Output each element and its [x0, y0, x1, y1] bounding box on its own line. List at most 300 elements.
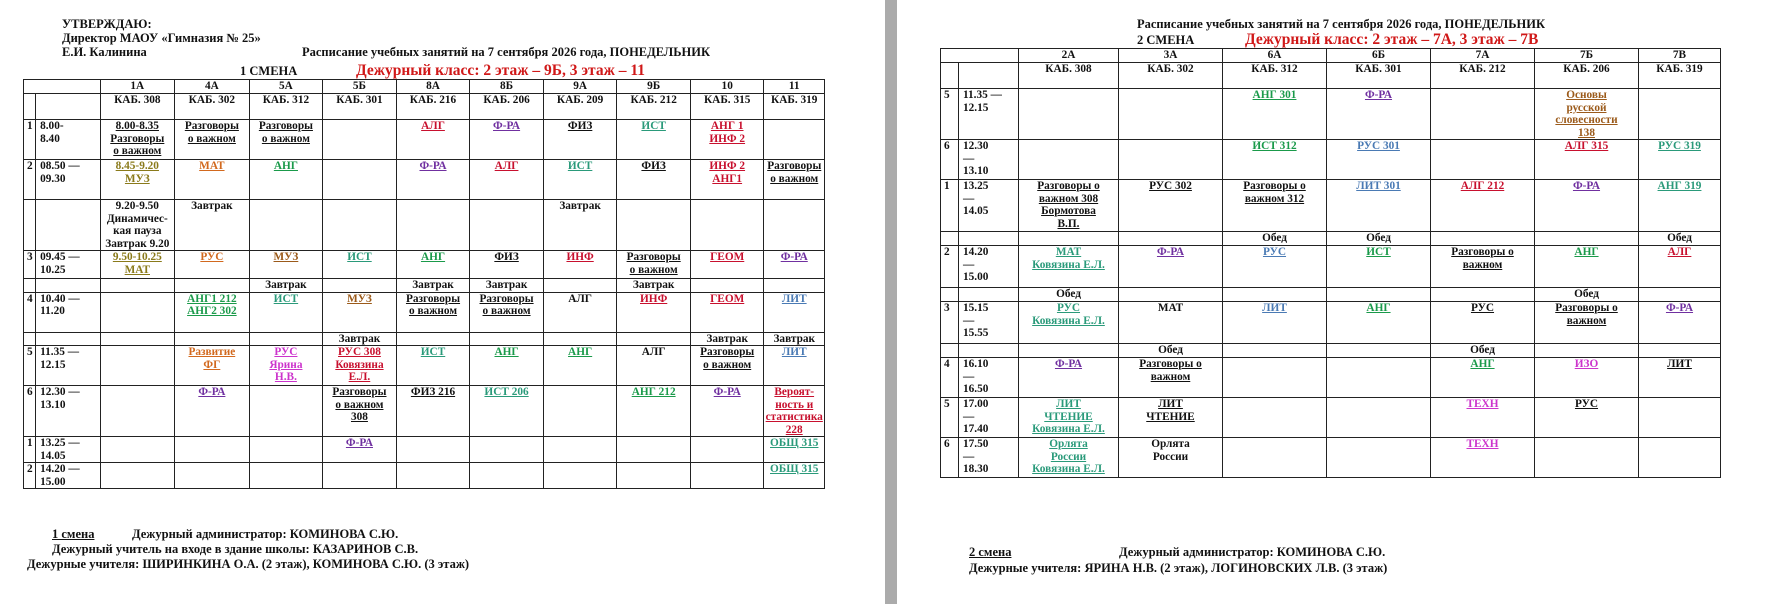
lesson-cell: Ф-РА [323, 437, 397, 463]
lesson-cell: Ф-РА [175, 386, 250, 437]
lesson-cell: Ф-РА [396, 160, 470, 200]
room-header: КАБ. 301 [323, 94, 397, 120]
lesson-cell: АЛГ [617, 346, 691, 386]
table-row [24, 292, 825, 332]
lesson-cell: ИСТ [617, 120, 691, 160]
class-header: 3А [1119, 49, 1223, 63]
lesson-cell [1223, 344, 1327, 358]
lesson-cell: Разговоры о важном [690, 346, 764, 386]
lesson-cell: ФИЗ 216 [396, 386, 470, 437]
lesson-number: 6 [941, 140, 959, 180]
lesson-cell: АНГ [543, 346, 617, 386]
lesson-cell: ИСТ [396, 346, 470, 386]
corner-cell [941, 49, 1019, 63]
room-header-row [24, 94, 825, 120]
approve-line-3: Е.И. Калинина [62, 45, 147, 59]
lesson-time [959, 232, 1019, 246]
lesson-cell [1639, 288, 1721, 302]
lesson-cell [1535, 232, 1639, 246]
room-header: КАБ. 212 [1431, 63, 1535, 89]
lesson-number [941, 288, 959, 302]
lesson-cell: АНГ [470, 346, 544, 386]
table-row [941, 438, 1721, 478]
lesson-cell [100, 386, 175, 437]
lesson-cell [100, 463, 175, 489]
room-header-row [941, 63, 1721, 89]
lesson-time [36, 332, 100, 346]
lesson-cell [100, 346, 175, 386]
lesson-cell: АЛГ 212 [1431, 180, 1535, 232]
duty-class-2: Дежурный класс: 2 этаж – 7А, 3 этаж – 7В [1245, 31, 1539, 48]
lesson-number: 3 [24, 251, 36, 279]
table-row [941, 140, 1721, 180]
schedule-title: Расписание учебных занятий на 7 сентября 2026 года, ПОНЕДЕЛЬНИК [302, 45, 711, 59]
lesson-cell: Орлята России [1119, 438, 1223, 478]
lesson-cell [175, 332, 250, 346]
lesson-cell: Разговоры о важном [1119, 358, 1223, 398]
lesson-cell: Обед [1639, 232, 1721, 246]
lesson-cell: РУС Ярина Н.В. [249, 346, 323, 386]
lesson-cell: ТЕХН [1431, 438, 1535, 478]
lesson-number: 5 [24, 346, 36, 386]
lesson-cell [543, 386, 617, 437]
lesson-cell: РУС [1535, 398, 1639, 438]
lesson-cell: Завтрак [175, 200, 250, 251]
table-row [941, 232, 1721, 246]
table-row [941, 358, 1721, 398]
lesson-cell: Обед [1535, 288, 1639, 302]
lesson-cell: Завтрак [617, 279, 691, 293]
room-header: КАБ. 216 [396, 94, 470, 120]
lesson-time [959, 344, 1019, 358]
lesson-cell: АНГ 212 [617, 386, 691, 437]
room-header: КАБ. 301 [1327, 63, 1431, 89]
lesson-cell: РУС Ковязина Е.Л. [1019, 302, 1119, 344]
lesson-cell: 8.00-8.35 Разговоры о важном [100, 120, 175, 160]
lesson-cell [1431, 89, 1535, 140]
class-header: 10 [690, 80, 764, 94]
lesson-cell: АЛГ [543, 292, 617, 332]
lesson-cell [1019, 89, 1119, 140]
class-header: 11 [764, 80, 825, 94]
table-row [24, 200, 825, 251]
lesson-time: 12.30 — 13.10 [36, 386, 100, 437]
table-row [24, 346, 825, 386]
lesson-cell: Развитие ФГ [175, 346, 250, 386]
blank-cell [941, 63, 959, 89]
lesson-cell: ЛИТ [764, 346, 825, 386]
class-header: 7А [1431, 49, 1535, 63]
lesson-cell: ТЕХН [1431, 398, 1535, 438]
lesson-number: 1 [24, 120, 36, 160]
lesson-cell: Ф-РА [470, 120, 544, 160]
class-header: 4А [175, 80, 250, 94]
lesson-cell: АЛГ [1639, 246, 1721, 288]
lesson-cell [1223, 438, 1327, 478]
lesson-cell [1327, 398, 1431, 438]
class-header: 6А [1223, 49, 1327, 63]
lesson-cell [249, 437, 323, 463]
lesson-cell: РУС 308 Ковязина Е.Л. [323, 346, 397, 386]
lesson-cell [1019, 344, 1119, 358]
lesson-number: 6 [941, 438, 959, 478]
lesson-cell: Разговоры о важном 308 [323, 386, 397, 437]
lesson-cell [617, 437, 691, 463]
lesson-cell: АЛГ [396, 120, 470, 160]
lesson-cell [100, 279, 175, 293]
lesson-cell: ЛИТ ЧТЕНИЕ Ковязина Е.Л. [1019, 398, 1119, 438]
lesson-cell: РУС 302 [1119, 180, 1223, 232]
lesson-cell [1639, 344, 1721, 358]
lesson-cell: АНГ 301 [1223, 89, 1327, 140]
lesson-cell: ИЗО [1535, 358, 1639, 398]
lesson-cell: МУЗ [249, 251, 323, 279]
room-header: КАБ. 209 [543, 94, 617, 120]
lesson-cell [617, 463, 691, 489]
lesson-cell [470, 437, 544, 463]
table-row [941, 288, 1721, 302]
lesson-cell [1639, 398, 1721, 438]
lesson-cell: Орлята России Ковязина Е.Л. [1019, 438, 1119, 478]
lesson-cell [617, 332, 691, 346]
blank-cell [24, 94, 36, 120]
lesson-cell [764, 120, 825, 160]
footer-duty-teachers-2: Дежурные учителя: ЯРИНА Н.В. (2 этаж), ЛОГИНОВСКИХ Л.В. (3 этаж) [969, 561, 1388, 575]
lesson-time: 12.30 — 13.10 [959, 140, 1019, 180]
lesson-cell [1019, 232, 1119, 246]
lesson-cell [396, 200, 470, 251]
lesson-number [24, 279, 36, 293]
lesson-time: 10.40 — 11.20 [36, 292, 100, 332]
schedule-table-shift-2 [940, 48, 1721, 478]
lesson-cell: ЛИТ ЧТЕНИЕ [1119, 398, 1223, 438]
lesson-cell: 9.50-10.25 МАТ [100, 251, 175, 279]
lesson-time [36, 279, 100, 293]
lesson-cell: АНГ [1535, 246, 1639, 288]
table-row [941, 246, 1721, 288]
lesson-number [941, 344, 959, 358]
table-row [941, 398, 1721, 438]
blank-cell [959, 63, 1019, 89]
lesson-number: 2 [941, 246, 959, 288]
lesson-cell: Разговоры о важном [175, 120, 250, 160]
lesson-cell: Обед [1119, 344, 1223, 358]
lesson-cell: Ф-РА [1639, 302, 1721, 344]
lesson-cell: ОБЩ 315 [764, 437, 825, 463]
footer-shift-label-2: 2 смена [969, 545, 1012, 559]
lesson-cell: Ф-РА [1327, 89, 1431, 140]
table-row [24, 120, 825, 160]
lesson-cell: ИСТ 312 [1223, 140, 1327, 180]
lesson-cell: Разговоры о важном [470, 292, 544, 332]
lesson-number: 2 [24, 160, 36, 200]
lesson-number: 5 [941, 398, 959, 438]
lesson-number: 3 [941, 302, 959, 344]
table-row [24, 279, 825, 293]
lesson-cell [323, 120, 397, 160]
schedule-title-2: Расписание учебных занятий на 7 сентября 2026 года, ПОНЕДЕЛЬНИК [1137, 17, 1546, 31]
table-row [24, 386, 825, 437]
lesson-number: 2 [24, 463, 36, 489]
footer-admin: Дежурный администратор: КОМИНОВА С.Ю. [132, 527, 399, 541]
lesson-time: 17.00 — 17.40 [959, 398, 1019, 438]
lesson-cell: ЛИТ [764, 292, 825, 332]
lesson-cell: Разговоры о важном [617, 251, 691, 279]
lesson-time: 15.15 — 15.55 [959, 302, 1019, 344]
table-row [24, 251, 825, 279]
lesson-number [941, 232, 959, 246]
lesson-number: 1 [941, 180, 959, 232]
lesson-cell: АНГ [396, 251, 470, 279]
lesson-time: 11.35 — 12.15 [959, 89, 1019, 140]
lesson-cell: ФИЗ [617, 160, 691, 200]
room-header: КАБ. 206 [1535, 63, 1639, 89]
lesson-cell: Ф-РА [1019, 358, 1119, 398]
room-header: КАБ. 206 [470, 94, 544, 120]
lesson-cell: РУС 301 [1327, 140, 1431, 180]
lesson-cell: МАТ [175, 160, 250, 200]
lesson-cell: ГЕОМ [690, 251, 764, 279]
lesson-cell [764, 279, 825, 293]
class-header-row [941, 49, 1721, 63]
lesson-cell [396, 463, 470, 489]
lesson-cell [1327, 344, 1431, 358]
lesson-cell [175, 463, 250, 489]
lesson-time: 14.20 — 15.00 [36, 463, 100, 489]
class-header: 6Б [1327, 49, 1431, 63]
lesson-cell: ГЕОМ [690, 292, 764, 332]
lesson-cell [1119, 89, 1223, 140]
class-header: 7Б [1535, 49, 1639, 63]
lesson-time: 08.50 — 09.30 [36, 160, 100, 200]
lesson-number: 6 [24, 386, 36, 437]
lesson-cell: МАТ [1119, 302, 1223, 344]
lesson-cell: Завтрак [323, 332, 397, 346]
lesson-cell: ЛИТ [1639, 358, 1721, 398]
lesson-cell: ИСТ [249, 292, 323, 332]
lesson-cell [1431, 288, 1535, 302]
lesson-cell [175, 437, 250, 463]
lesson-cell [543, 437, 617, 463]
lesson-time: 11.35 — 12.15 [36, 346, 100, 386]
lesson-cell: АЛГ [470, 160, 544, 200]
lesson-cell [470, 200, 544, 251]
lesson-cell: Основы русской словесности 138 [1535, 89, 1639, 140]
lesson-cell [396, 437, 470, 463]
lesson-cell [1535, 438, 1639, 478]
class-header: 8А [396, 80, 470, 94]
lesson-time: 13.25 — 14.05 [36, 437, 100, 463]
lesson-cell: РУС [1223, 246, 1327, 288]
class-header: 1А [100, 80, 175, 94]
lesson-cell: Завтрак [690, 332, 764, 346]
lesson-cell [1535, 344, 1639, 358]
lesson-cell [1223, 288, 1327, 302]
lesson-cell [690, 437, 764, 463]
lesson-cell [1119, 140, 1223, 180]
lesson-cell [249, 200, 323, 251]
lesson-cell: ФИЗ [470, 251, 544, 279]
class-header: 9А [543, 80, 617, 94]
lesson-cell [100, 437, 175, 463]
shift-label-2: 2 СМЕНА [1137, 33, 1195, 47]
lesson-cell: Разговоры о важном [249, 120, 323, 160]
lesson-cell: Обед [1019, 288, 1119, 302]
class-header: 7В [1639, 49, 1721, 63]
lesson-cell: Разговоры о важном [1535, 302, 1639, 344]
lesson-cell [764, 200, 825, 251]
lesson-cell: Обед [1223, 232, 1327, 246]
lesson-cell: Вероят- ность и статистика 228 [765, 386, 823, 436]
lesson-cell: АЛГ 315 [1535, 140, 1639, 180]
footer-duty-teachers: Дежурные учителя: ШИРИНКИНА О.А. (2 этаж), КОМИНОВА С.Ю. (3 этаж) [27, 557, 470, 571]
lesson-cell: Ф-РА [1119, 246, 1223, 288]
class-header: 9Б [617, 80, 691, 94]
class-header: 2А [1019, 49, 1119, 63]
lesson-cell: Ф-РА [690, 386, 764, 437]
class-header: 8Б [470, 80, 544, 94]
lesson-time [959, 288, 1019, 302]
footer-admin-2: Дежурный администратор: КОМИНОВА С.Ю. [1119, 545, 1386, 559]
approve-line-2: Директор МАОУ «Гимназия № 25» [62, 31, 261, 45]
room-header: КАБ. 319 [1639, 63, 1721, 89]
lesson-cell: ИСТ [543, 160, 617, 200]
lesson-cell: АНГ [1431, 358, 1535, 398]
lesson-cell: Завтрак [543, 200, 617, 251]
lesson-cell: Завтрак [396, 279, 470, 293]
lesson-cell: ОБЩ 315 [764, 463, 825, 489]
lesson-cell [1223, 358, 1327, 398]
lesson-number: 4 [24, 292, 36, 332]
duty-class: Дежурный класс: 2 этаж – 9Б, 3 этаж – 11 [356, 62, 645, 79]
lesson-cell [100, 332, 175, 346]
lesson-cell [470, 463, 544, 489]
lesson-cell: ЛИТ [1223, 302, 1327, 344]
table-row [24, 332, 825, 346]
lesson-time: 14.20 — 15.00 [959, 246, 1019, 288]
lesson-time: 17.50 — 18.30 [959, 438, 1019, 478]
table-row [941, 89, 1721, 140]
lesson-cell: Ф-РА [1535, 180, 1639, 232]
lesson-cell [323, 279, 397, 293]
lesson-cell [175, 279, 250, 293]
footer-shift-label: 1 смена [52, 527, 95, 541]
lesson-cell: АНГ [1327, 302, 1431, 344]
room-header: КАБ. 312 [1223, 63, 1327, 89]
lesson-cell [1119, 288, 1223, 302]
lesson-cell [690, 463, 764, 489]
lesson-cell: МУЗ [323, 292, 397, 332]
lesson-cell [690, 279, 764, 293]
table-row [24, 160, 825, 200]
lesson-cell: Разговоры о важном 308 Бормотова В.П. [1019, 180, 1119, 232]
corner-cell [24, 80, 101, 94]
lesson-cell: АНГ 1 ИНФ 2 [690, 120, 764, 160]
lesson-cell: РУС [1431, 302, 1535, 344]
lesson-cell: АНГ [249, 160, 323, 200]
room-header: КАБ. 302 [1119, 63, 1223, 89]
lesson-time: 09.45 — 10.25 [36, 251, 100, 279]
lesson-cell: ИСТ [1327, 246, 1431, 288]
lesson-number [24, 332, 36, 346]
table-row [941, 344, 1721, 358]
room-header: КАБ. 315 [690, 94, 764, 120]
lesson-cell [1119, 232, 1223, 246]
lesson-cell [543, 463, 617, 489]
lesson-cell: 9.20-9.50 Динамичес- кая пауза Завтрак 9.20 [100, 200, 175, 251]
lesson-cell [1019, 140, 1119, 180]
lesson-cell: ИНФ [617, 292, 691, 332]
lesson-cell: МАТ Ковязина Е.Л. [1019, 246, 1119, 288]
approve-line-1: УТВЕРЖДАЮ: [62, 17, 152, 31]
lesson-cell: ИСТ 206 [470, 386, 544, 437]
lesson-cell: Разговоры о важном [1431, 246, 1535, 288]
room-header: КАБ. 308 [1019, 63, 1119, 89]
lesson-cell [1327, 288, 1431, 302]
lesson-cell: Завтрак [470, 279, 544, 293]
table-row [24, 437, 825, 463]
lesson-cell [323, 463, 397, 489]
lesson-cell [323, 160, 397, 200]
table-row [941, 302, 1721, 344]
lesson-number: 5 [941, 89, 959, 140]
lesson-cell [1223, 398, 1327, 438]
lesson-cell [470, 332, 544, 346]
footer-entrance-teacher: Дежурный учитель на входе в здание школы: КАЗАРИНОВ С.В. [52, 542, 419, 556]
room-header: КАБ. 302 [175, 94, 250, 120]
lesson-cell: Обед [1431, 344, 1535, 358]
lesson-time: 16.10 — 16.50 [959, 358, 1019, 398]
lesson-cell [617, 200, 691, 251]
lesson-number: 1 [24, 437, 36, 463]
class-header: 5А [249, 80, 323, 94]
lesson-cell [543, 332, 617, 346]
lesson-time [36, 200, 100, 251]
lesson-cell: ИСТ [323, 251, 397, 279]
lesson-cell [396, 332, 470, 346]
lesson-cell [1327, 358, 1431, 398]
lesson-number [24, 200, 36, 251]
lesson-cell: ИНФ 2 АНГ1 [690, 160, 764, 200]
room-header: КАБ. 212 [617, 94, 691, 120]
lesson-cell: Разговоры о важном [396, 292, 470, 332]
page-right [897, 0, 1768, 604]
lesson-cell: АНГ 319 [1639, 180, 1721, 232]
room-header: КАБ. 319 [764, 94, 825, 120]
lesson-cell: АНГ1 212 АНГ2 302 [175, 292, 250, 332]
lesson-time: 13.25 — 14.05 [959, 180, 1019, 232]
class-header-row [24, 80, 825, 94]
room-header: КАБ. 312 [249, 94, 323, 120]
lesson-cell: Обед [1327, 232, 1431, 246]
lesson-cell: ЛИТ 301 [1327, 180, 1431, 232]
lesson-cell: ФИЗ [543, 120, 617, 160]
lesson-cell [1431, 140, 1535, 180]
room-header: КАБ. 308 [100, 94, 175, 120]
lesson-cell: Ф-РА [764, 251, 825, 279]
lesson-cell [100, 292, 175, 332]
table-row [24, 463, 825, 489]
lesson-time: 8.00- 8.40 [36, 120, 100, 160]
lesson-cell: РУС 319 [1639, 140, 1721, 180]
lesson-cell [249, 332, 323, 346]
lesson-cell: Разговоры о важном [764, 160, 825, 200]
lesson-cell: 8.45-9.20 МУЗ [100, 160, 175, 200]
class-header: 5Б [323, 80, 397, 94]
lesson-cell: РУС [175, 251, 250, 279]
lesson-cell [690, 200, 764, 251]
shift-label: 1 СМЕНА [240, 64, 298, 78]
